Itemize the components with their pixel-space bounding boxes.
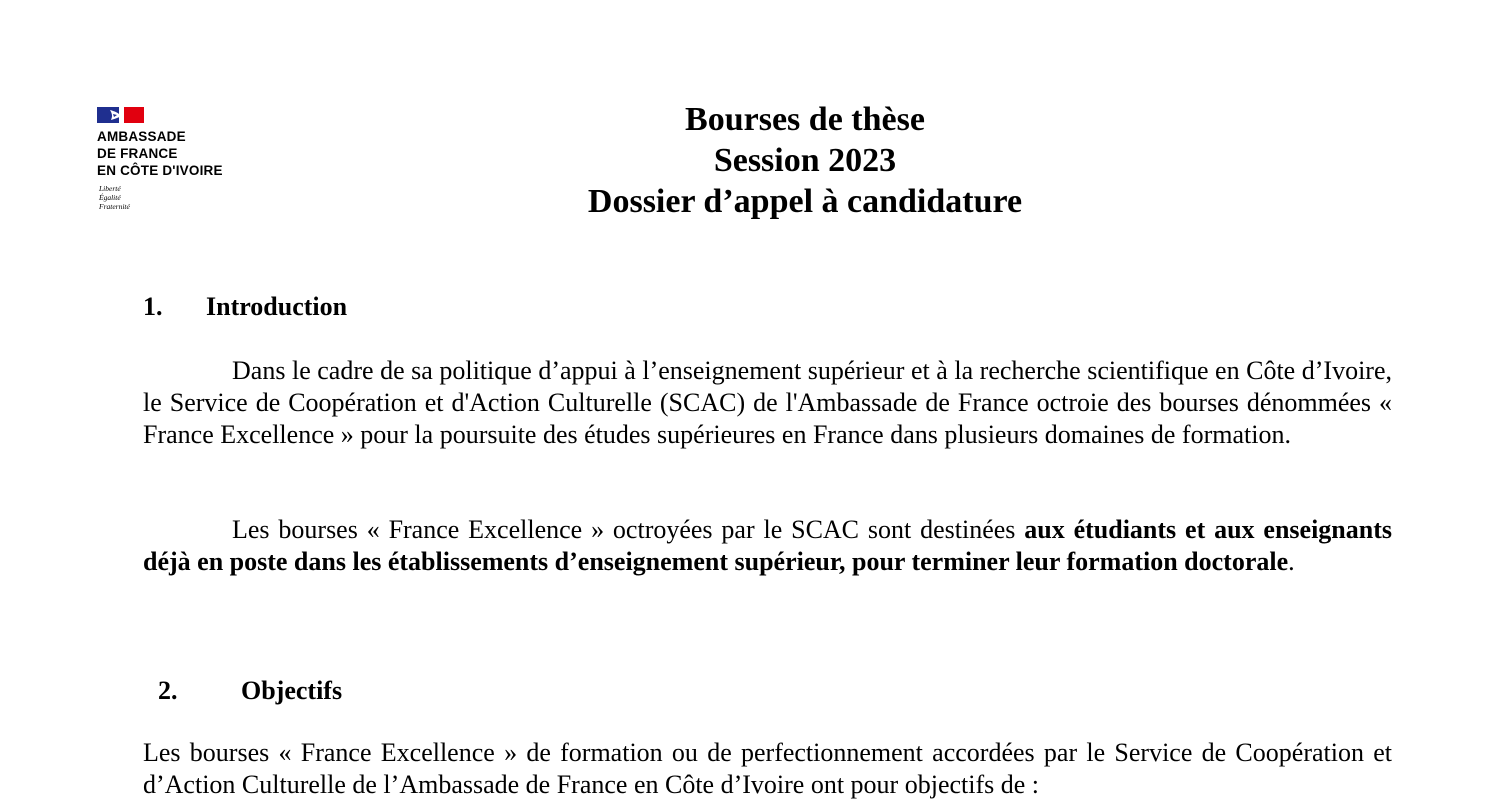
embassy-name bbox=[97, 128, 267, 179]
section-number: 2. bbox=[158, 676, 178, 705]
title-line: Session 2023 bbox=[713, 142, 897, 179]
embassy-name-line: AMBASSADE bbox=[97, 129, 186, 144]
motto-line: Fraternité bbox=[99, 202, 130, 211]
paragraph-text: Les bourses « France Excellence » octroyées par le SCAC sont destinées bbox=[232, 515, 1025, 544]
motto-line: Égalité bbox=[99, 193, 121, 202]
target-audience-paragraph bbox=[143, 514, 1392, 578]
motto-line: Liberté bbox=[99, 184, 121, 193]
section-heading-objectifs bbox=[158, 676, 342, 706]
paragraph-emphasis: aux étudiants et aux enseignants déjà en poste dans les établissements d’enseignement supérieur, pour terminer leur formation doctorale bbox=[143, 515, 1392, 576]
embassy-name-line: EN CÔTE D'IVOIRE bbox=[97, 163, 223, 178]
intro-paragraph: Dans le cadre de sa politique d’appui à l’enseignement supérieur et à la recherche scientifique en Côte d’Ivoire, le Service de Coopération et d'Action Culturelle (SCAC) de l'Ambassade de France octroie des bourses dénommées « France Excellence » pour la poursuite des études supérieures en France dans plusieurs domaines de formation. bbox=[143, 356, 1392, 449]
paragraph-text: . bbox=[1288, 547, 1295, 576]
embassy-name-line: DE FRANCE bbox=[97, 146, 178, 161]
title-line: Dossier d’appel à candidature bbox=[587, 183, 1023, 220]
embassy-logo bbox=[97, 107, 267, 211]
section-title: Objectifs bbox=[241, 676, 343, 705]
section-heading-introduction bbox=[143, 292, 347, 322]
title-line: Bourses de thèse bbox=[685, 101, 925, 138]
section-number: 1. bbox=[143, 292, 163, 321]
republic-motto bbox=[99, 184, 267, 211]
document-title bbox=[500, 99, 1110, 222]
section-title: Introduction bbox=[206, 292, 348, 321]
objectives-paragraph: Les bourses « France Excellence » de formation ou de perfectionnement accordées par le Service de Coopération et d’Action Culturelle de l’Ambassade de France en Côte d’Ivoire ont pour objectifs de : bbox=[143, 738, 1392, 799]
marianne-flag-icon bbox=[97, 107, 144, 123]
